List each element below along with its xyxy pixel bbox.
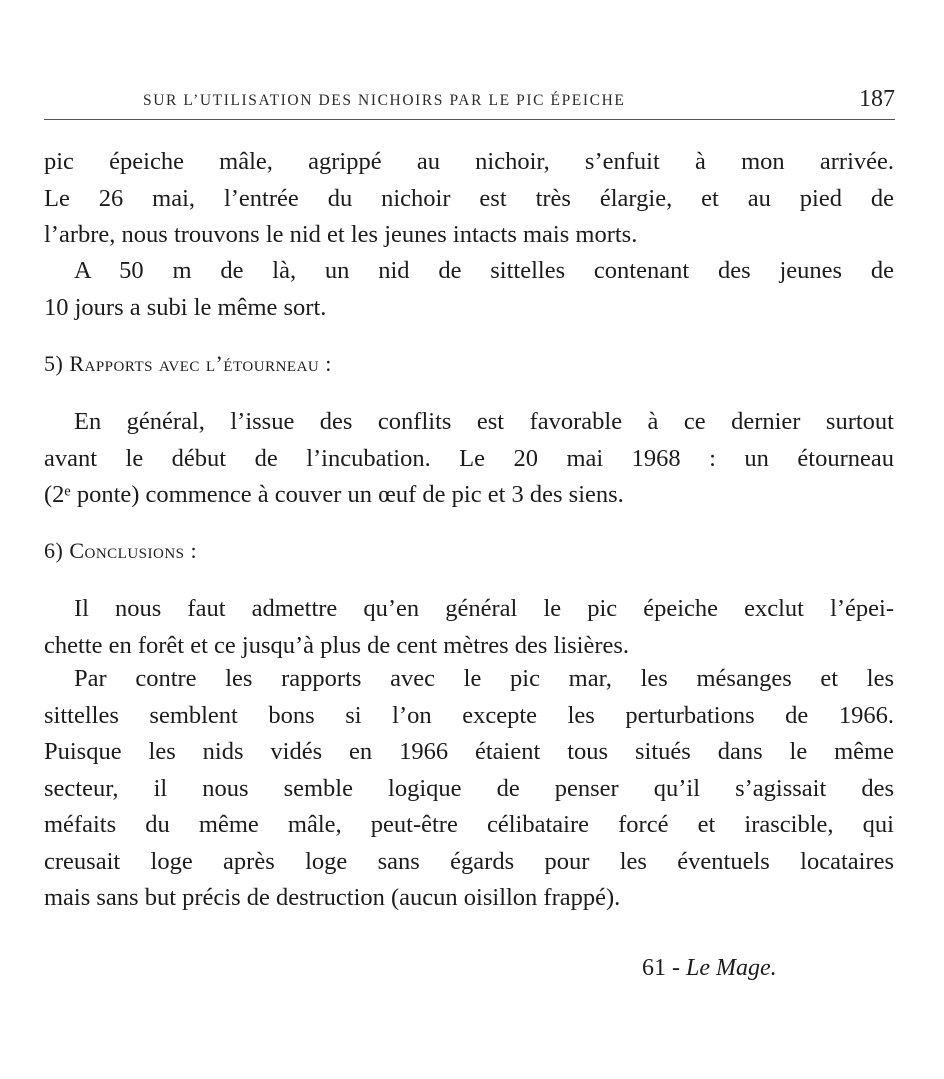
section-5-heading: 5) Rapports avec l’étourneau : [44,351,332,376]
text-line: A 50 m de là, un nid de sittelles contenant des jeunes de [74,257,894,284]
section-6-paragraph-1 [44,591,894,664]
text-line: 10 jours a subi le même sort. [44,293,327,321]
text-line: méfaits du même mâle, peut-être célibataire forcé et irascible, qui [44,811,894,838]
section-5-paragraph [44,404,894,514]
paragraph-continuation [44,144,894,254]
text-line: secteur, il nous semble logique de penser qu’il s’agissait des [44,774,894,802]
text-line: pic épeiche mâle, agrippé au nichoir, s’enfuit à mon arrivée. [44,148,894,175]
text-line: (2ᵉ ponte) commence à couver un œuf de pic et 3 des siens. [44,481,624,508]
page-number: 187 [859,86,895,112]
text-line: sittelles semblent bons si l’on excepte les perturbations de 1966. [44,701,894,729]
text-line: Le 26 mai, l’entrée du nichoir est très élargie, et au pied de [44,184,894,212]
signature-number: 61 - [642,955,680,981]
text-line: chette en forêt et ce jusqu’à plus de cent mètres des lisières. [44,631,630,659]
text-line: creusait loge après loge sans égards pour les éventuels locataires [44,847,894,875]
text-line: l’arbre, nous trouvons le nid et les jeunes intacts mais morts. [44,221,638,248]
text-line: Il nous faut admettre qu’en général le pic épeiche exclut l’épei- [74,595,894,622]
text-line: mais sans but précis de destruction (aucun oisillon frappé). [44,884,621,911]
text-line: En général, l’issue des conflits est favorable à ce dernier surtout [74,408,894,435]
running-title: SUR L’UTILISATION DES NICHOIRS PAR LE PIC ÉPEICHE [143,92,626,109]
text-line: avant le début de l’incubation. Le 20 mai 1968 : un étourneau [44,444,894,472]
signature [642,955,777,982]
section-6-paragraph-2 [44,661,894,917]
signature-author: Le Mage. [686,955,777,981]
header-rule [44,119,895,120]
text-line: Puisque les nids vidés en 1966 étaient tous situés dans le même [44,738,894,765]
text-line: Par contre les rapports avec le pic mar, les mésanges et les [74,665,894,692]
paragraph-sittelles [44,253,894,326]
section-6-heading: 6) Conclusions : [44,538,198,563]
running-head [143,86,895,116]
